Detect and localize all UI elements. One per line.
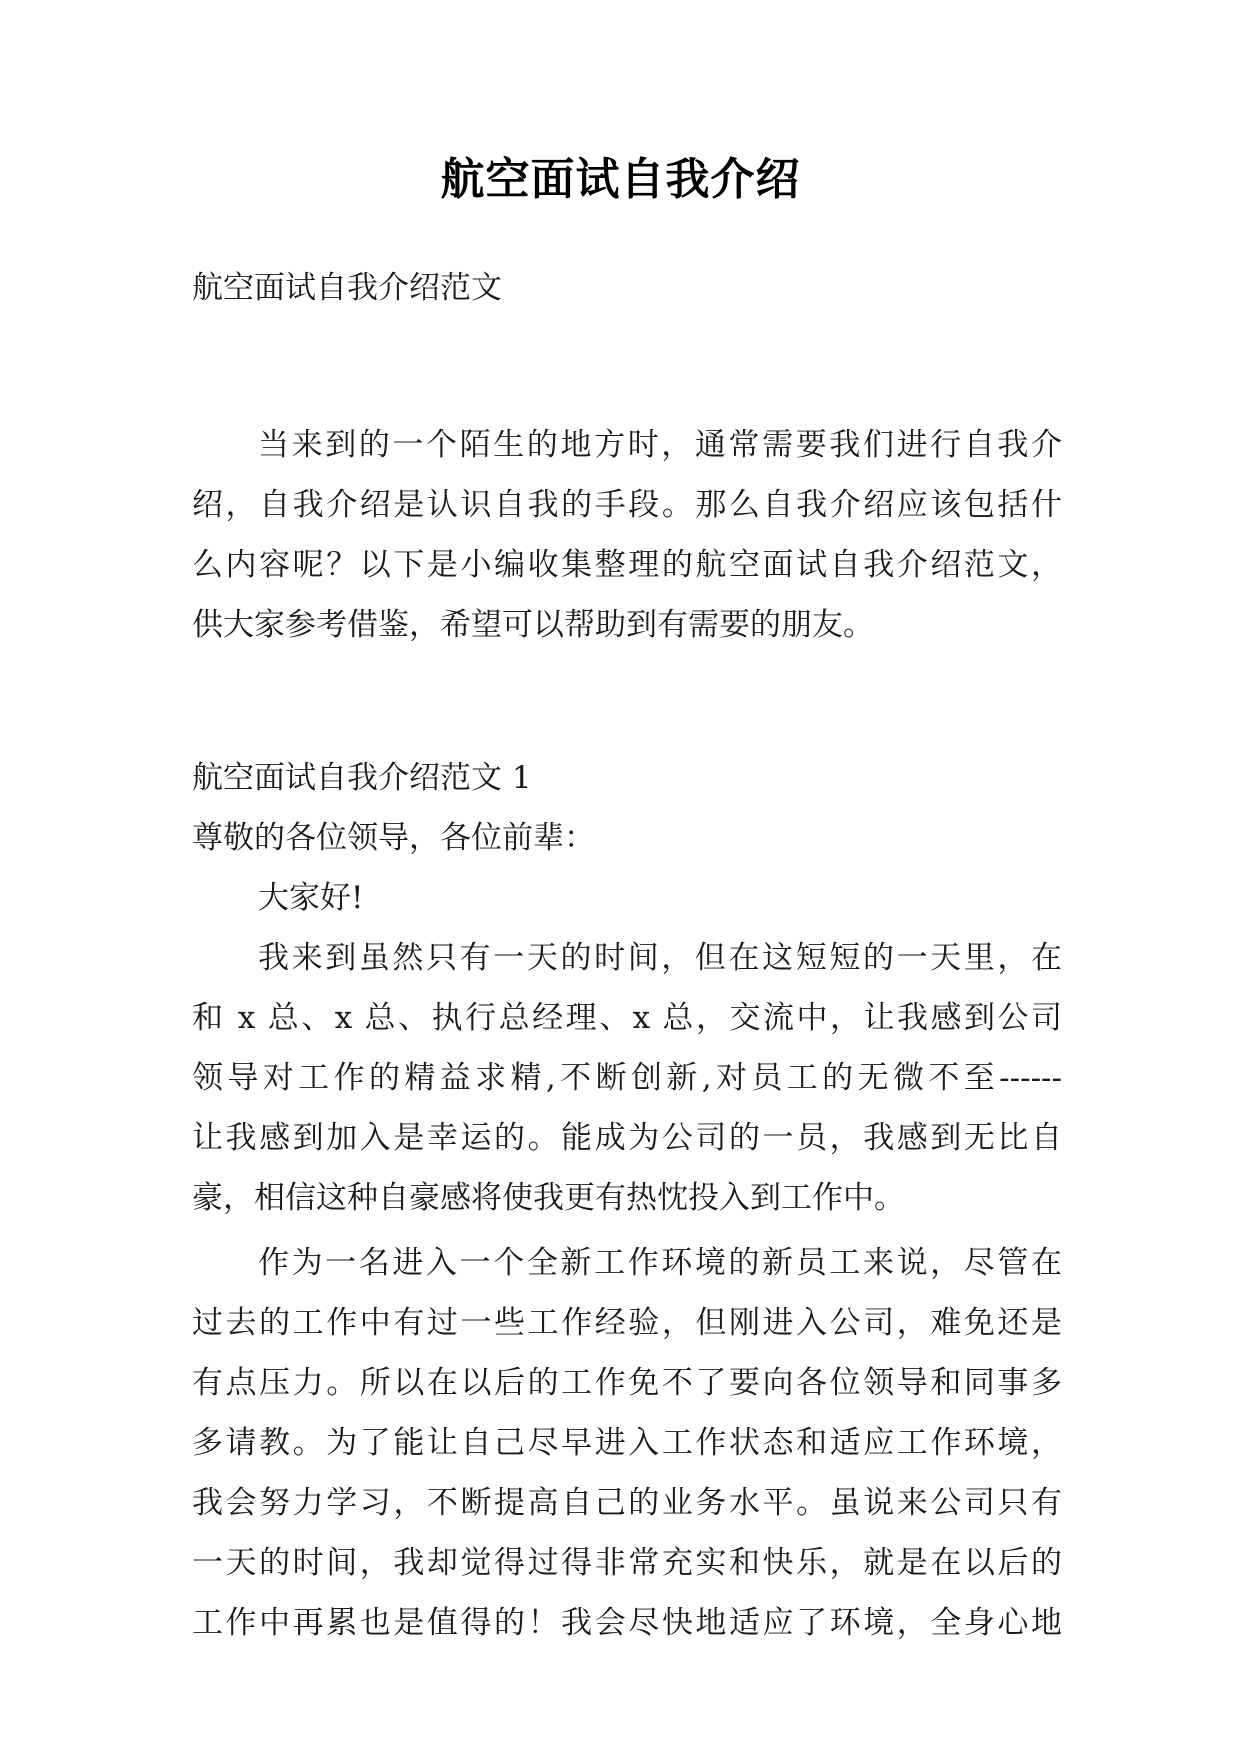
document-subtitle: 航空面试自我介绍范文 (192, 270, 502, 306)
intro-line: 当来到的一个陌生的地方时，通常需要我们进行自我介 (258, 427, 1062, 463)
paragraph-line: 过去的工作中有过一些工作经验，但刚进入公司，难免还是 (192, 1305, 1062, 1341)
section-heading: 航空面试自我介绍范文 1 (192, 760, 532, 796)
paragraph-line: 和 x 总、x 总、执行总经理、x 总，交流中，让我感到公司 (192, 1000, 1062, 1036)
paragraph-line: 我会努力学习，不断提高自己的业务水平。虽说来公司只有 (192, 1485, 1062, 1521)
paragraph-line: 作为一名进入一个全新工作环境的新员工来说，尽管在 (258, 1245, 1062, 1281)
intro-line: 绍，自我介绍是认识自我的手段。那么自我介绍应该包括什 (192, 487, 1062, 523)
paragraph-line: 让我感到加入是幸运的。能成为公司的一员，我感到无比自 (192, 1120, 1062, 1156)
paragraph-line: 工作中再累也是值得的！我会尽快地适应了环境，全身心地 (192, 1605, 1062, 1641)
intro-line: 供大家参考借鉴，希望可以帮助到有需要的朋友。 (192, 607, 874, 643)
paragraph-line: 豪，相信这种自豪感将使我更有热忱投入到工作中。 (192, 1180, 905, 1216)
paragraph-line: 有点压力。所以在以后的工作免不了要向各位领导和同事多 (192, 1365, 1062, 1401)
salutation: 尊敬的各位领导，各位前辈： (192, 820, 595, 856)
paragraph-line: 我来到虽然只有一天的时间，但在这短短的一天里，在 (258, 940, 1062, 976)
greeting: 大家好! (258, 880, 364, 916)
paragraph-line: 一天的时间，我却觉得过得非常充实和快乐，就是在以后的 (192, 1545, 1062, 1581)
intro-line: 么内容呢？以下是小编收集整理的航空面试自我介绍范文， (192, 547, 1062, 583)
paragraph-line: 多请教。为了能让自己尽早进入工作状态和适应工作环境， (192, 1425, 1062, 1461)
document-title: 航空面试自我介绍 (440, 154, 801, 205)
document-body (192, 258, 1062, 1653)
paragraph-line: 领导对工作的精益求精,不断创新,对员工的无微不至------ (192, 1060, 1062, 1096)
